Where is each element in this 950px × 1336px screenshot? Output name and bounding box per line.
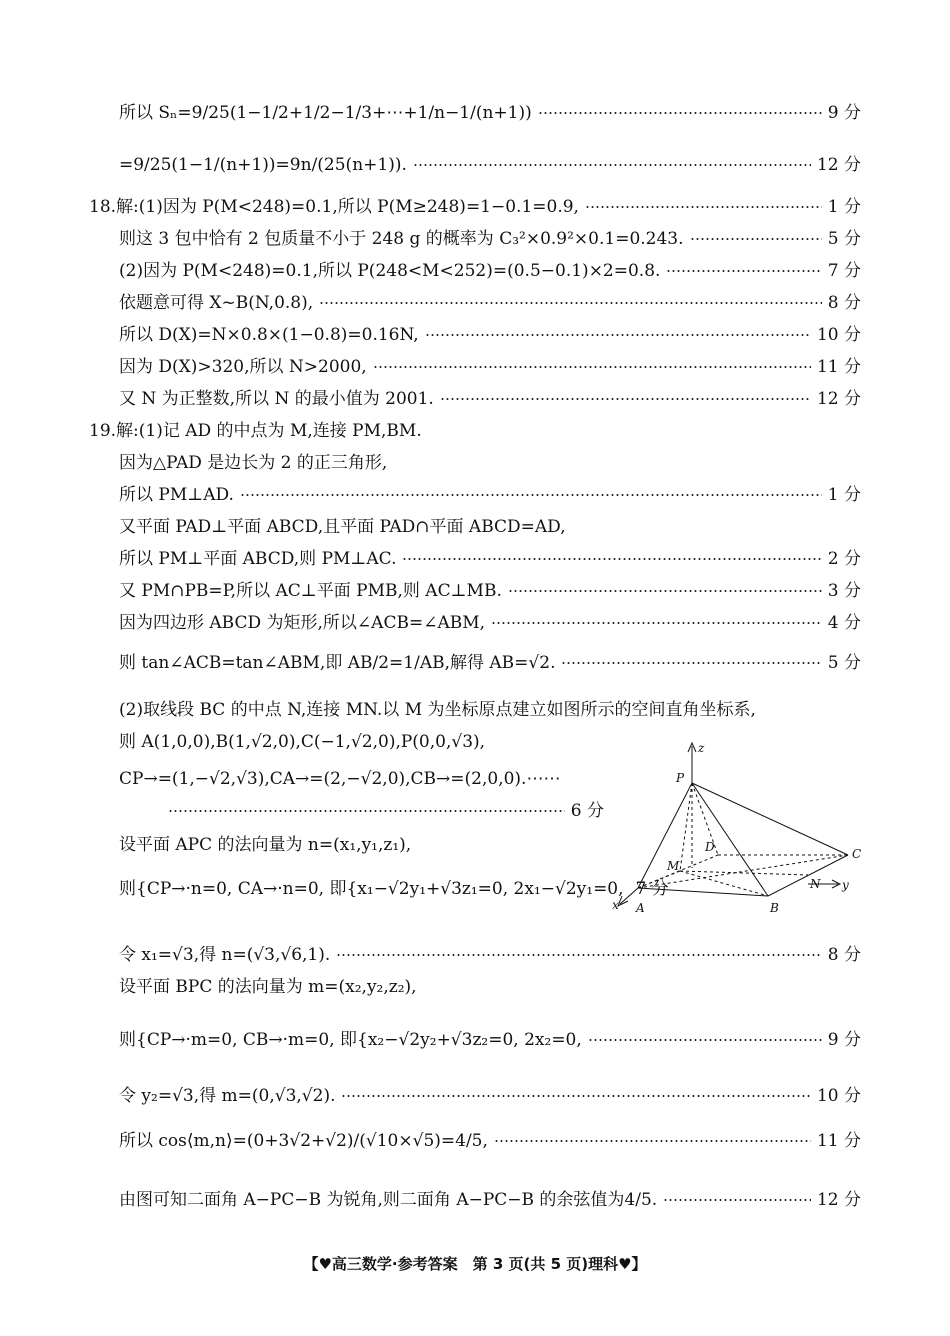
score-label: 7 分 — [635, 879, 669, 899]
edge-PM — [680, 783, 692, 871]
leader-dots — [440, 398, 811, 400]
leader-dots — [402, 558, 821, 560]
label-N: N — [810, 877, 821, 891]
footer-bracket-close: 】 — [631, 1255, 647, 1273]
label-B: B — [770, 901, 779, 915]
answer-line — [119, 1130, 861, 1152]
edge-PB — [692, 783, 768, 896]
leader-dots — [561, 662, 821, 664]
heart-icon: ♥ — [318, 1255, 332, 1273]
score-label: 12 分 — [816, 389, 861, 409]
line-text: =9/25(1−1/(n+1))=9n/(25(n+1)). — [119, 155, 407, 175]
leader-dots — [425, 334, 811, 336]
answer-line — [119, 699, 861, 721]
answer-line — [119, 260, 861, 282]
answer-line — [119, 768, 609, 790]
line-text: 又平面 PAD⊥平面 ABCD,且平面 PAD∩平面 ABCD=AD, — [119, 517, 566, 537]
line-text: 则{CP→·m=0, CB→·m=0, 即{x₂−√2y₂+√3z₂=0, 2x₂=0, — [119, 1030, 582, 1050]
line-text: 所以 PM⊥平面 ABCD,则 PM⊥AC. — [119, 549, 397, 569]
page-footer — [0, 1253, 950, 1274]
line-text: 则 A(1,0,0),B(1,√2,0),C(−1,√2,0),P(0,0,√3), — [119, 732, 486, 752]
label-A: A — [636, 901, 645, 915]
answer-line — [119, 102, 861, 124]
answer-line — [119, 228, 861, 250]
line-text: CP→=(1,−√2,√3),CA→=(2,−√2,0),CB→=(2,0,0).⋯⋯ — [119, 769, 561, 789]
answer-line — [119, 580, 861, 602]
leader-dots — [690, 238, 822, 240]
leader-dots — [508, 590, 822, 592]
score-label: 9 分 — [827, 103, 861, 123]
line-text: 所以 cos⟨m,n⟩=(0+3√2+√2)/(√10×√5)=4/5, — [119, 1131, 488, 1151]
line-text: 又 PM∩PB=P,所以 AC⊥平面 PMB,则 AC⊥MB. — [119, 581, 502, 601]
leader-dots — [666, 270, 821, 272]
label-C: C — [852, 847, 862, 861]
edge-PA — [638, 783, 692, 888]
line-text: (2)因为 P(M<248)=0.1,所以 P(248<M<252)=(0.5−0.1)×2=0.8. — [119, 261, 661, 281]
score-label: 9 分 — [827, 1030, 861, 1050]
leader-dots — [319, 302, 822, 304]
line-text: 则这 3 包中恰有 2 包质量不小于 248 g 的概率为 C₃²×0.9²×0.1=0.243. — [119, 229, 684, 249]
answer-line — [119, 154, 861, 176]
answer-line — [89, 196, 861, 218]
edge-BC — [768, 855, 848, 896]
answer-line — [119, 324, 861, 346]
line-text: 设平面 APC 的法向量为 n=(x₁,y₁,z₁), — [119, 835, 412, 855]
answer-line — [119, 652, 861, 674]
score-label: 8 分 — [827, 293, 861, 313]
label-D: D — [705, 840, 715, 854]
score-label: 12 分 — [816, 1190, 861, 1210]
answer-line — [119, 976, 861, 998]
score-label: 8 分 — [827, 945, 861, 965]
answer-line — [89, 420, 861, 442]
score-label: 11 分 — [816, 357, 861, 377]
score-label: 6 分 — [570, 801, 604, 821]
line-text: 令 y₂=√3,得 m=(0,√3,√2). — [119, 1086, 336, 1106]
line-text: 所以 PM⊥AD. — [119, 485, 234, 505]
line-text: 因为四边形 ABCD 为矩形,所以∠ACB=∠ABM, — [119, 613, 486, 633]
answer-line — [119, 834, 609, 856]
label-P: P — [676, 771, 685, 785]
axis-x-hidden — [638, 871, 680, 888]
label-x: x — [612, 898, 619, 912]
answer-line — [119, 944, 861, 966]
score-label: 7 分 — [827, 261, 861, 281]
line-text: 由图可知二面角 A−PC−B 为锐角,则二面角 A−PC−B 的余弦值为4/5. — [119, 1190, 658, 1210]
footer-bracket-open: 【 — [303, 1255, 319, 1273]
leader-dots — [341, 1095, 810, 1097]
leader-dots — [413, 164, 811, 166]
leader-dots — [663, 1199, 811, 1201]
leader-dots — [373, 366, 811, 368]
answer-line — [119, 388, 861, 410]
line-text: 则 tan∠ACB=tan∠ABM,即 AB/2=1/AB,解得 AB=√2. — [119, 653, 556, 673]
edge-MB — [680, 871, 768, 896]
line-text: 令 x₁=√3,得 n=(√3,√6,1). — [119, 945, 331, 965]
score-label: 12 分 — [816, 155, 861, 175]
line-text: 又 N 为正整数,所以 N 的最小值为 2001. — [119, 389, 434, 409]
score-label: 10 分 — [816, 325, 861, 345]
answer-line — [119, 356, 861, 378]
answer-line — [119, 1085, 861, 1107]
label-z: z — [698, 741, 705, 755]
edge-AB — [638, 888, 768, 896]
heart-icon: ♥ — [618, 1255, 632, 1273]
pyramid-figure — [608, 738, 878, 928]
score-label: 10 分 — [816, 1086, 861, 1106]
score-label: 1 分 — [827, 197, 861, 217]
line-text: 18.解:(1)因为 P(M<248)=0.1,所以 P(M≥248)=1−0.1=0.9, — [89, 197, 579, 217]
label-M: M — [667, 859, 680, 873]
score-label: 1 分 — [827, 485, 861, 505]
leader-dots — [336, 954, 821, 956]
line-text: (2)取线段 BC 的中点 N,连接 MN.以 M 为坐标原点建立如图所示的空间直角坐标系, — [119, 700, 756, 720]
footer-text: 高三数学·参考答案 第 3 页(共 5 页)理科 — [331, 1255, 619, 1273]
leader-dots — [491, 622, 822, 624]
leader-dots — [494, 1140, 811, 1142]
answer-line — [162, 800, 604, 822]
line-text: 19.解:(1)记 AD 的中点为 M,连接 PM,BM. — [89, 421, 422, 441]
score-label: 2 分 — [827, 549, 861, 569]
line-text: 则{CP→·n=0, CA→·n=0, 即{x₁−√2y₁+√3z₁=0, 2x₁−√2y₁=0, — [119, 879, 624, 899]
leader-dots — [588, 1039, 822, 1041]
score-label: 5 分 — [827, 653, 861, 673]
edge-MN — [680, 871, 808, 875]
leader-dots — [538, 112, 822, 114]
answer-line — [119, 292, 861, 314]
answer-line — [119, 878, 669, 900]
answer-line — [119, 612, 861, 634]
score-label: 5 分 — [827, 229, 861, 249]
score-label: 4 分 — [827, 613, 861, 633]
line-text: 因为△PAD 是边长为 2 的正三角形, — [119, 453, 388, 473]
answer-line — [119, 516, 861, 538]
line-text: 设平面 BPC 的法向量为 m=(x₂,y₂,z₂), — [119, 977, 417, 997]
answer-line — [119, 548, 861, 570]
leader-dots — [240, 494, 822, 496]
answer-line — [119, 484, 861, 506]
score-label: 3 分 — [827, 581, 861, 601]
edge-PC — [692, 783, 848, 855]
line-text: 因为 D(X)>320,所以 N>2000, — [119, 357, 367, 377]
line-text: 依题意可得 X~B(N,0.8), — [119, 293, 314, 313]
leader-dots — [168, 810, 565, 812]
leader-dots — [585, 206, 822, 208]
line-text: 所以 D(X)=N×0.8×(1−0.8)=0.16N, — [119, 325, 419, 345]
answer-line — [119, 1189, 861, 1211]
answer-line — [119, 452, 861, 474]
score-label: 11 分 — [816, 1131, 861, 1151]
line-text: 所以 Sₙ=9/25(1−1/2+1/2−1/3+⋯+1/n−1/(n+1)) — [119, 103, 532, 123]
answer-line — [119, 1029, 861, 1051]
label-y: y — [842, 878, 849, 892]
